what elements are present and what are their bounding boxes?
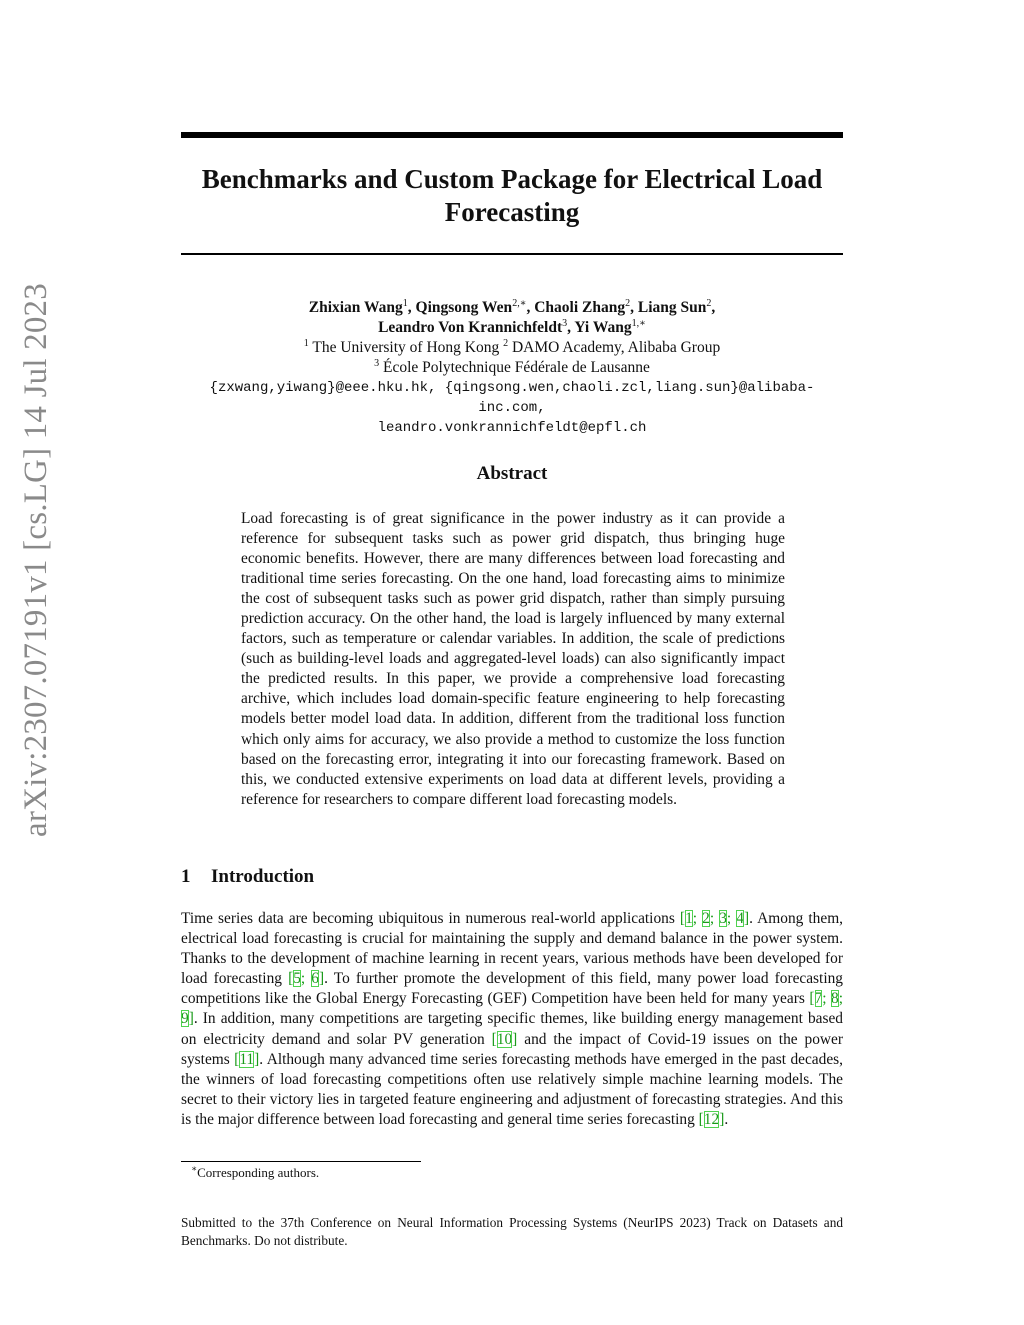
email-line-1: {zxwang,yiwang}@eee.hku.hk, {qingsong.wen,chaoli.zcl,liang.sun}@alibaba-inc.com, bbox=[209, 380, 815, 416]
title-top-rule bbox=[181, 132, 843, 138]
author-line-2: Leandro Von Krannichfeldt$^3$, Yi Wang$^{1,∗}$ bbox=[378, 317, 646, 336]
footnote-rule bbox=[181, 1161, 421, 1162]
paper-title: Benchmarks and Custom Package for Electrical Load Forecasting bbox=[201, 164, 823, 227]
email-line-2: leandro.vonkrannichfeldt@epfl.ch bbox=[377, 420, 647, 436]
affiliation-alibaba: DAMO Academy, Alibaba Group bbox=[511, 339, 721, 356]
author-affil-mark: 1 bbox=[402, 297, 408, 309]
abstract-text: Load forecasting is of great significance in the power industry as it can provide a reference for subsequent tasks such as power grid dispatch, thus bringing huge economic benefits. However, there are many differences between load forecasting and traditional time series forecasting. On the one hand, load forecasting aims to minimize the cost of subsequent tasks such as power grid dispatch, rather than simply pursuing prediction accuracy. On the other hand, the load is largely influenced by many external factors, such as temperature or calendar variables. In addition, the scale of predictions (such as building-level loads and aggregated-level loads) can also significantly impact the predicted results. In this paper, we provide a comprehensive load forecasting archive, which includes load domain-specific feature engineering to help forecasting models better model load data. In addition, different from the traditional loss function which only aims for accuracy, we also provide a method to customize the loss function based on the forecasting error, integrating it into our forecasting framework. Based on this, we conducted extensive experiments on load data at different levels, providing a reference for researchers to compare different load forecasting models. bbox=[241, 510, 785, 808]
author-affil-mark: 2,∗ bbox=[512, 297, 527, 309]
author-line-1: Zhixian Wang$^1$, Qingsong Wen$^{2,∗}$, Chaoli Zhang$^2$, Liang Sun$^2$, bbox=[308, 297, 716, 316]
section-title: Introduction bbox=[211, 866, 315, 887]
citation-link[interactable]: 10 bbox=[496, 1030, 513, 1048]
citation-link[interactable]: 2 bbox=[702, 910, 710, 927]
section-heading-introduction bbox=[181, 866, 314, 888]
author-name: Leandro Von Krannichfeldt bbox=[378, 319, 563, 336]
author-name: Chaoli Zhang bbox=[534, 299, 626, 316]
author-affil-mark: 1,∗ bbox=[631, 317, 646, 329]
citation-link[interactable]: 5 bbox=[293, 970, 301, 988]
citation-link[interactable]: 1 bbox=[685, 910, 693, 927]
citation-link[interactable]: 7 bbox=[814, 990, 823, 1008]
author-name: Yi Wang bbox=[574, 319, 632, 336]
author-name: Zhixian Wang bbox=[308, 299, 403, 316]
footnote-text: Corresponding authors. bbox=[197, 1165, 320, 1180]
citation-link[interactable]: 12 bbox=[703, 1110, 720, 1128]
citation-link[interactable]: 3 bbox=[719, 910, 727, 927]
citation-link[interactable]: 11 bbox=[239, 1050, 255, 1068]
footnote-mark: ∗ bbox=[191, 1163, 198, 1174]
affiliation-line-2: $^3$ École Polytechnique Fédérale de Lausanne bbox=[374, 357, 650, 376]
arxiv-identifier: arXiv:2307.07191v1 [cs.LG] 14 Jul 2023 bbox=[18, 283, 54, 837]
affiliation-epfl: École Polytechnique Fédérale de Lausanne bbox=[383, 359, 650, 376]
citation-link[interactable]: 8 bbox=[831, 990, 839, 1008]
title-bottom-rule bbox=[181, 253, 843, 255]
submission-notice: Submitted to the 37th Conference on Neural Information Processing Systems (NeurIPS 2023) Track on Datasets and Benchmarks. Do not distribute. bbox=[181, 1215, 843, 1248]
introduction-paragraph: Time series data are becoming ubiquitous in numerous real-world applications [1; 2; 3; 4]. Among them, electrical load forecasting is crucial for maintaining the supply and demand balance in the power system. Thanks to the development of machine learning in recent years, various methods have been developed for load forecasting [5; 6]. To further promote the development of this field, many power load forecasting competitions like the Global Energy Forecasting (GEF) Competition have been held for many years [7; 8; 9]. In addition, many competitions are targeting specific themes, like building energy management based on electricity demand and solar PV generation [10] and the impact of Covid-19 issues on the power systems [11]. Although many advanced time series forecasting methods have emerged in the past decades, the winners of load forecasting competitions often use relatively simple machine learning models. The secret to their victory lies in targeted feature engineering and adjustment of forecasting strategies. And this is the major difference between load forecasting and general time series forecasting [12]. bbox=[181, 910, 844, 1128]
author-affil-mark: 3 bbox=[562, 317, 568, 329]
author-block bbox=[181, 298, 843, 438]
footnote bbox=[191, 1164, 319, 1181]
author-affil-mark: 2 bbox=[706, 297, 712, 309]
affiliation-hku: The University of Hong Kong bbox=[312, 339, 500, 356]
abstract-heading: Abstract bbox=[476, 463, 548, 484]
author-name: Liang Sun bbox=[637, 299, 707, 316]
author-affil-mark: 2 bbox=[625, 297, 631, 309]
author-name: Qingsong Wen bbox=[415, 299, 513, 316]
citation-link[interactable]: 4 bbox=[736, 910, 744, 927]
citation-link[interactable]: 9 bbox=[181, 1010, 189, 1028]
affiliation-line-1: $^1$ The University of Hong Kong $^2$ DAMO Academy, Alibaba Group bbox=[303, 337, 721, 356]
section-number: 1 bbox=[181, 866, 191, 887]
citation-link[interactable]: 6 bbox=[311, 970, 319, 988]
